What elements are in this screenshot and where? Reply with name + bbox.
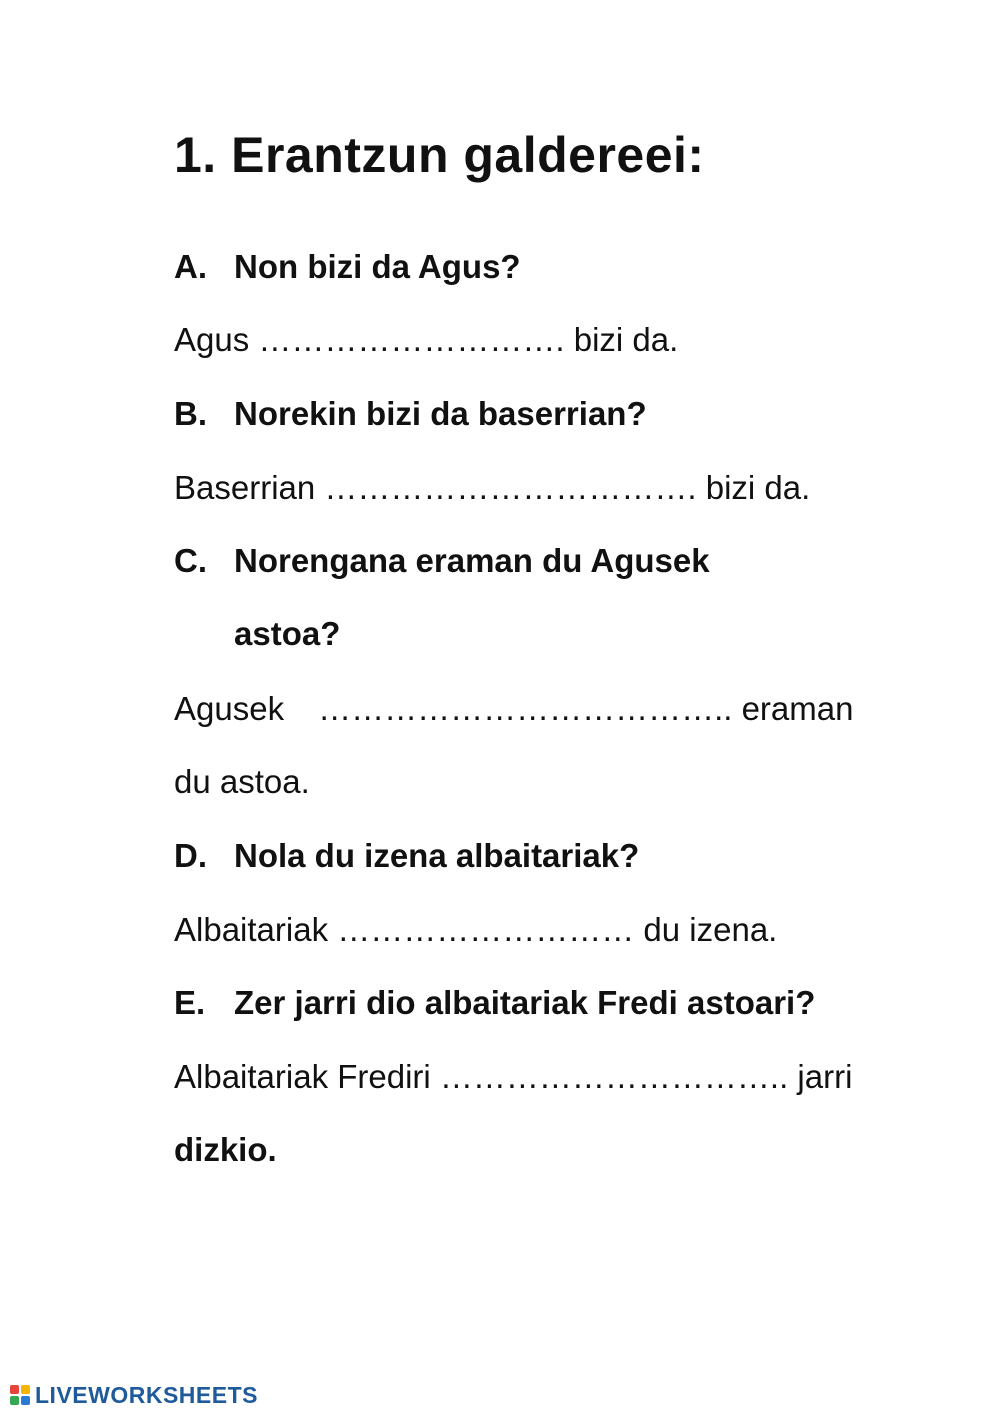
answer-b: Baserrian ……………………………. bizi da. bbox=[174, 469, 811, 506]
answer-d: Albaitariak ……………………… du izena. bbox=[174, 911, 778, 948]
question-e bbox=[174, 984, 815, 1022]
question-a-letter: A. bbox=[174, 248, 207, 285]
answer-e-line2: dizkio. bbox=[174, 1131, 277, 1168]
liveworksheets-logo[interactable] bbox=[10, 1381, 258, 1409]
question-e-letter: E. bbox=[174, 984, 206, 1021]
question-d bbox=[174, 837, 639, 875]
question-a bbox=[174, 248, 521, 286]
question-b-text: Norekin bizi da baserrian? bbox=[234, 395, 647, 432]
question-a-text: Non bizi da Agus? bbox=[234, 248, 521, 285]
answer-c-rest: ……………………………….. eraman bbox=[318, 690, 854, 727]
liveworksheets-logo-icon bbox=[10, 1385, 30, 1405]
answer-a: Agus ………………………. bizi da. bbox=[174, 321, 679, 358]
question-c bbox=[174, 542, 710, 580]
logo-square-red bbox=[10, 1385, 19, 1394]
question-d-text: Nola du izena albaitariak? bbox=[234, 837, 640, 874]
answer-c bbox=[174, 690, 853, 728]
answer-c-line2: du astoa. bbox=[174, 763, 310, 800]
question-c-letter: C. bbox=[174, 542, 207, 579]
question-e-text: Zer jarri dio albaitariak Fredi astoari? bbox=[234, 984, 816, 1021]
question-d-letter: D. bbox=[174, 837, 207, 874]
question-c-text-line2: astoa? bbox=[234, 615, 341, 652]
question-c-text-line1: Norengana eraman du Agusek bbox=[234, 542, 710, 579]
logo-square-green bbox=[10, 1396, 19, 1405]
question-b-letter: B. bbox=[174, 395, 207, 432]
logo-square-yellow bbox=[21, 1385, 30, 1394]
answer-c-word: Agusek bbox=[174, 690, 285, 727]
worksheet-title: 1. Erantzun galdereei: bbox=[174, 127, 705, 183]
liveworksheets-brand-text: LIVEWORKSHEETS bbox=[35, 1381, 258, 1408]
logo-square-blue bbox=[21, 1396, 30, 1405]
question-b bbox=[174, 395, 647, 433]
answer-e: Albaitariak Frediri ………………………….. jarri bbox=[174, 1058, 853, 1095]
